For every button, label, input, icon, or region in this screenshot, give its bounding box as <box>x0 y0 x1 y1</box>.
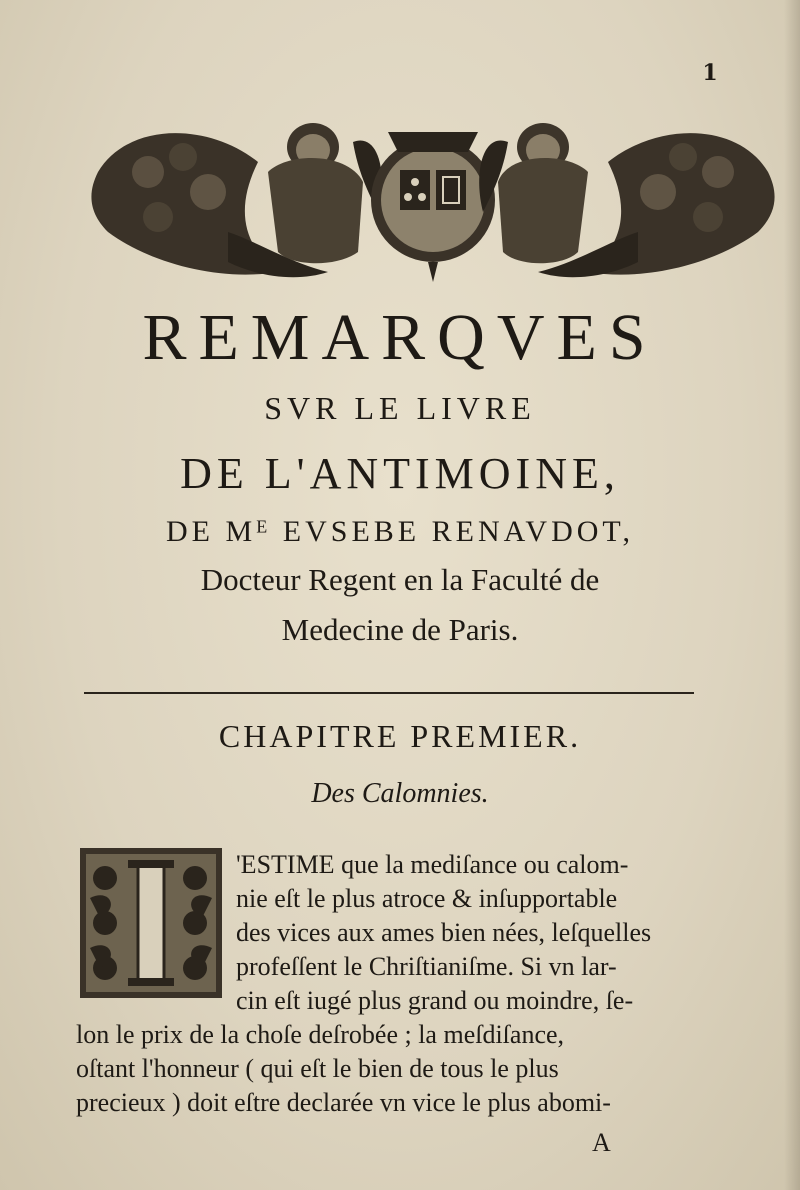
body-line: lon le prix de la choſe deſrobée ; la meſdiſance, <box>76 1020 565 1049</box>
page-number: 1 <box>702 60 718 86</box>
title-medecine: Medecine de Paris. <box>281 612 519 647</box>
left-cherub-icon <box>268 123 382 263</box>
body-line: 'ESTIME que la mediſance ou calom- <box>236 850 629 879</box>
chapter-subtitle: Des Calomnies. <box>311 778 489 809</box>
title-docteur: Docteur Regent en la Faculté de <box>200 562 600 597</box>
body-line: nie eſt le plus atroce & inſupportable <box>236 884 618 913</box>
body-line: oſtant l'honneur ( qui eſt le bien de tous le plus <box>76 1054 559 1083</box>
title-remarques: REMARQVES <box>142 301 658 374</box>
right-cherub-icon <box>479 123 588 263</box>
body-line: profeſſent le Chriſtianiſme. Si vn lar- <box>236 952 617 981</box>
title-sur-le-livre: SVR LE LIVRE <box>264 390 536 426</box>
royal-crest-icon <box>371 132 495 282</box>
body-line: cin eſt iugé plus grand ou moindre, ſe- <box>236 986 634 1015</box>
horizontal-rule <box>84 692 694 694</box>
title-author: DE Mᴱ EVSEBE RENAVDOT, <box>166 515 634 548</box>
chapter-heading: CHAPITRE PREMIER. <box>218 718 582 754</box>
body-line: des vices aux ames bien nées, leſquelles <box>236 918 652 947</box>
royal-crest-cherubs-ornament <box>88 112 778 288</box>
catchword: A <box>592 1128 611 1157</box>
body-line: precieux ) doit eſtre declarée vn vice le plus abomi- <box>76 1088 611 1117</box>
decorated-initial-icon <box>80 848 222 998</box>
title-antimoine: DE L'ANTIMOINE, <box>180 449 620 498</box>
